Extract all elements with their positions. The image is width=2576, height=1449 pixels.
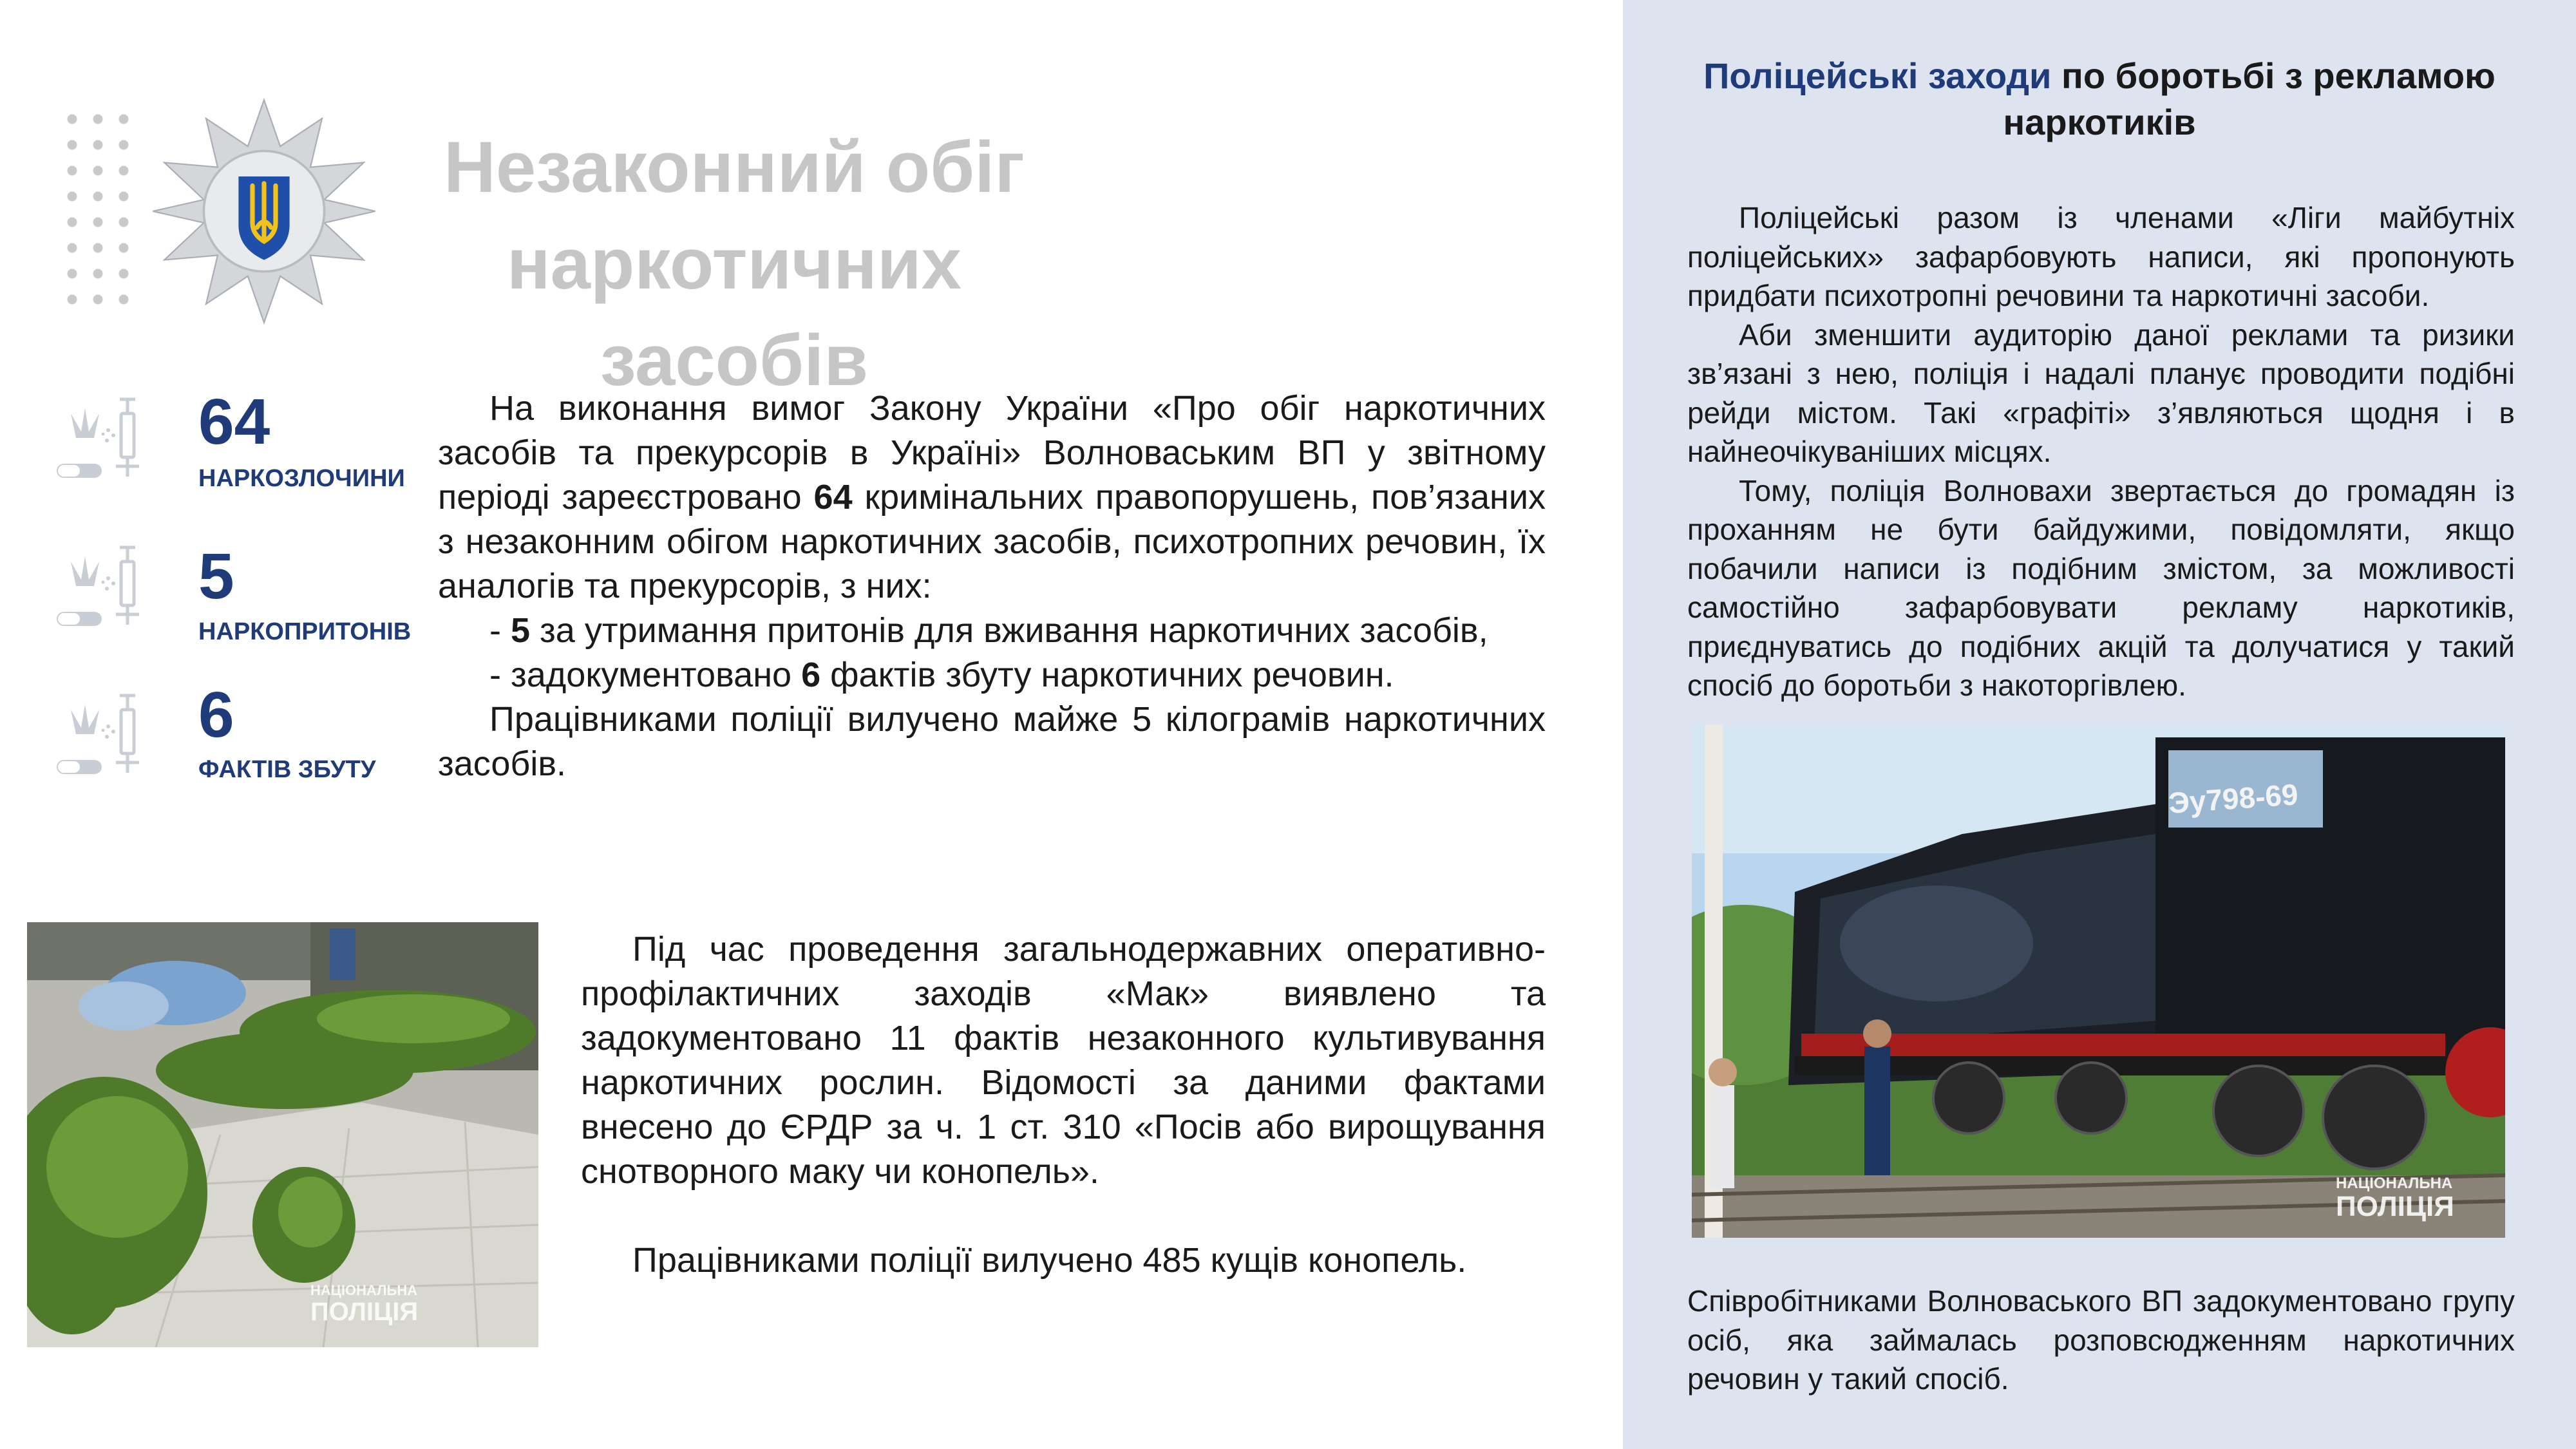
photo-caption: Співробітниками Волноваського ВП задокументовано групу осіб, яка займалась розповсюдженням наркотичних речовин у такий спосіб. [1687,1284,2515,1396]
watermark [2336,1175,2454,1222]
list-item-dens-count: 5 [511,611,531,650]
registered-text-end: кримінальних правопорушень, пов’язаних з незаконним обігом наркотичних засобів, психотропних речовин, їх аналогів та прекурсорів, з них: [438,478,1546,605]
list-item-sales-prefix: - задокументовано [489,656,802,694]
side-paragraph-3: Тому, поліція Волновахи звертається до громадян із проханням не бути байдужими, повідомляти, якщо побачили написи із подібним змістом, за можливості самостійно зафарбовувати рекламу наркотиків, приєднуватись до подібних акцій та долучатися у такий спосіб до боротьби з накоторгівлею. [1687,473,2515,702]
drug-cannabis-pill-syringe-icon [52,690,148,781]
locomotive-number: Эу798-69 [2167,777,2300,820]
side-panel-title-rest: по боротьбі з рекламою наркотиків [2003,55,2496,142]
decorative-dot-grid [59,106,130,312]
page-title-line2: наркотичних засобів [506,223,962,401]
stat-value-crimes: 64 [198,386,270,458]
mak-operation-text [581,927,1546,1283]
list-item-sales-text: фактів збуту наркотичних речовин. [820,656,1394,694]
side-panel-text [1687,198,2515,705]
list-item-sales-count: 6 [801,656,821,694]
police-star-trident-icon [148,95,380,327]
side-paragraph-2: Аби зменшити аудиторію даної реклами та ризики зв’язані з нею, поліція і надалі планує проводити подібні рейди містом. Такі «графіті» з’являються щодня і в найнеочікуваніших місцях. [1687,317,2515,468]
list-item-dens-text: за утримання притонів для вживання наркотичних засобів, [530,611,1488,650]
side-paragraph-1: Поліцейські разом із членами «Ліги майбутніх поліцейських» зафарбовують написи, які пропонують придбати психотропні речовини та наркотичні засоби. [1687,201,2515,312]
bushes-seized-paragraph: Працівниками поліції вилучено 485 кущів конопель. [632,1241,1467,1280]
side-panel-title [1649,53,2550,146]
registered-count: 64 [813,478,853,516]
mak-paragraph: Під час проведення загальнодержавних оперативно-профілактичних заходів «Мак» виявлено та задокументовано 11 фактів незаконного культивування наркотичних рослин. Відомості за даними фактами внесено до ЄРДР за ч. 1 ст. 310 «Посів або вирощування снотворного маку чи конопель». [581,930,1546,1191]
watermark [310,1283,418,1325]
watermark-line2: ПОЛІЦІЯ [2336,1191,2454,1222]
registered-paragraph [438,386,1546,609]
list-item-dens-prefix: - [489,611,511,650]
stat-label-sales: ФАКТІВ ЗБУТУ [198,756,376,783]
watermark-line2: ПОЛІЦІЯ [310,1298,419,1326]
page-title-line1: Незаконний обіг [443,127,1025,207]
watermark-line1: НАЦІОНАЛЬНА [310,1282,418,1298]
seized-paragraph: Працівниками поліції вилучено майже 5 кілограмів наркотичних засобів. [438,700,1546,783]
drug-cannabis-pill-syringe-icon [52,394,148,484]
seized-cannabis-photo [27,922,538,1347]
locomotive-graffiti-photo [1692,724,2505,1238]
page-title [412,119,1056,409]
drug-cannabis-pill-syringe-icon [52,542,148,632]
list-item-sales [438,653,1546,697]
stat-label-dens: НАРКОПРИТОНІВ [198,618,412,645]
main-text [438,386,1546,786]
stat-value-sales: 6 [198,679,234,751]
side-panel-title-highlight: Поліцейські заходи [1703,55,2052,96]
registered-text-start: На виконання вимог Закону України «Про обіг наркотичних засобів та прекурсорів в Україні» Волноваським ВП у звітному періоді зареєстровано [438,389,1546,516]
stat-value-dens: 5 [198,540,234,612]
list-item-dens [438,609,1546,653]
watermark-line1: НАЦІОНАЛЬНА [2336,1175,2453,1192]
stat-label-crimes: НАРКОЗЛОЧИНИ [198,465,405,492]
